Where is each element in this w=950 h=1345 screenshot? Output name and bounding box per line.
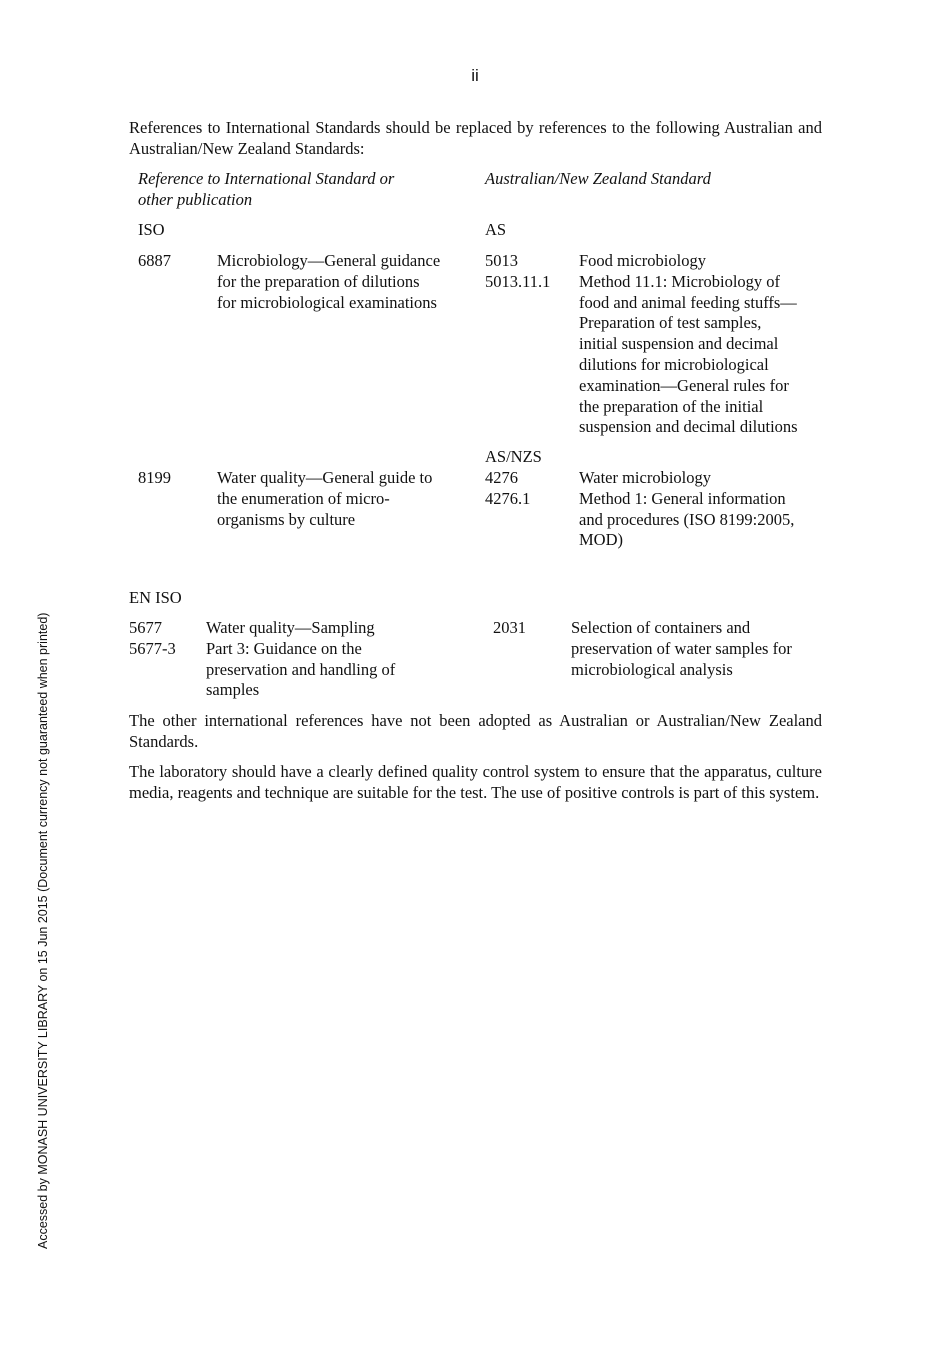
quality-control-paragraph: The laboratory should have a clearly defined quality control system to ensure that the apparatus, culture media, reagents and technique are suitable for the test. The use of positive controls is part of this system.: [129, 762, 822, 802]
as-title-line: Method 11.1: Microbiology of: [579, 271, 781, 291]
as-title-line: microbiological analysis: [571, 659, 733, 679]
page-number: ii: [471, 66, 479, 85]
as-title-line: Preparation of test samples,: [579, 313, 762, 333]
iso-title-line: for the preparation of dilutions: [217, 271, 420, 291]
as-title-line: Method 1: General information: [579, 488, 786, 508]
iso-number: 8199: [138, 468, 171, 487]
intro-paragraph: References to International Standards should be replaced by references to the following Australian and Australian/New Zealand Standards:: [129, 118, 822, 158]
as-title-line: Selection of containers and: [571, 618, 751, 637]
iso-title-line: for microbiological examinations: [217, 292, 437, 312]
iso-title-line: samples: [206, 680, 260, 700]
as-title: [571, 618, 792, 680]
as-title-line: dilutions for microbiological: [579, 354, 769, 374]
as-number: [485, 251, 550, 293]
iso-number-line: 5677-3: [129, 638, 176, 658]
header-international: [138, 169, 394, 211]
iso-title-line: Water quality—Sampling: [206, 618, 375, 637]
as-title-line: suspension and decimal dilutions: [579, 417, 798, 437]
group-label-asnzs: AS/NZS: [485, 447, 542, 466]
as-number-line: 4276: [485, 468, 518, 487]
as-title: [579, 468, 794, 551]
other-references-paragraph: The other international references have not been adopted as Australian or Australian/New Zealand Standards.: [129, 711, 822, 751]
iso-title: [206, 618, 395, 701]
iso-title-line: Water quality—General guide to: [217, 468, 433, 487]
iso-title-line: the enumeration of micro-: [217, 488, 390, 508]
iso-title-line: preservation and handling of: [206, 659, 396, 679]
group-label-en-iso: EN ISO: [129, 588, 182, 607]
as-title-line: Water microbiology: [579, 468, 712, 487]
as-title-line: initial suspension and decimal: [579, 334, 779, 354]
as-title: [579, 251, 798, 438]
iso-title: [217, 251, 440, 313]
as-title-line: examination—General rules for: [579, 375, 789, 395]
as-title-line: Food microbiology: [579, 251, 706, 270]
as-number-line: 5013.11.1: [485, 271, 551, 291]
iso-number: 6887: [138, 251, 171, 270]
access-watermark: Accessed by MONASH UNIVERSITY LIBRARY on 15 Jun 2015 (Document currency not guaranteed when printed): [36, 612, 50, 1249]
iso-title-line: Part 3: Guidance on the: [206, 638, 362, 658]
as-number: 2031: [493, 618, 526, 637]
iso-title: [217, 468, 432, 530]
as-title-line: and procedures (ISO 8199:2005,: [579, 509, 795, 529]
as-title-line: MOD): [579, 530, 623, 550]
header-australian: Australian/New Zealand Standard: [485, 169, 711, 188]
group-label-as: AS: [485, 220, 507, 239]
as-number: [485, 468, 530, 510]
header-international-line: Reference to International Standard or: [138, 169, 395, 188]
iso-number-line: 5677: [129, 618, 162, 637]
as-title-line: preservation of water samples for: [571, 638, 792, 658]
as-title-line: the preparation of the initial: [579, 396, 764, 416]
iso-title-line: Microbiology—General guidance: [217, 251, 441, 270]
as-number-line: 5013: [485, 251, 518, 270]
as-number-line: 4276.1: [485, 488, 531, 508]
as-title-line: food and animal feeding stuffs—: [579, 292, 797, 312]
iso-number: [129, 618, 176, 660]
iso-title-line: organisms by culture: [217, 509, 356, 529]
header-international-line: other publication: [138, 189, 253, 209]
group-label-iso: ISO: [138, 220, 165, 239]
